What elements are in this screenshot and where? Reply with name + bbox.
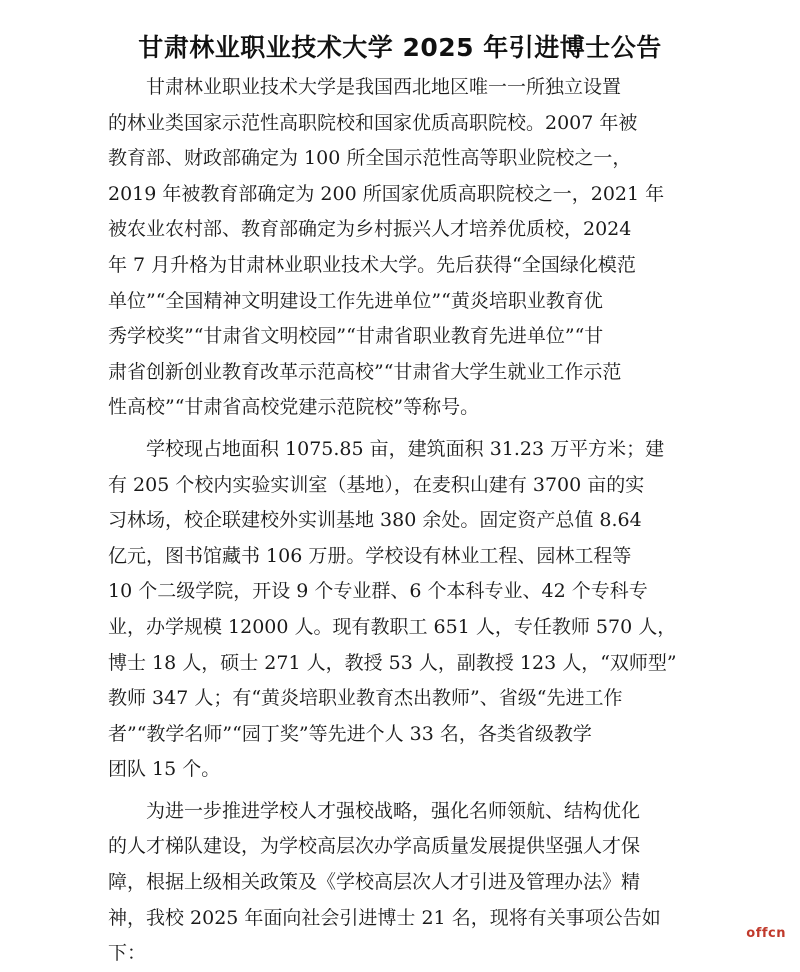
text-line: 为进一步推进学校人才强校战略，强化名师领航、结构优化	[146, 799, 641, 822]
text-line: 10 个二级学院，开设 9 个专业群、6 个本科专业、42 个专科专	[108, 580, 648, 603]
text-line: 年 7 月升格为甘肃林业职业技术大学。先后获得“全国绿化模范	[108, 253, 636, 276]
text-line: 博士 18 人，硕士 271 人，教授 53 人，副教授 123 人，“双师型”	[108, 651, 677, 674]
text-line: 肃省创新创业教育改革示范高校”“甘肃省大学生就业工作示范	[108, 360, 622, 383]
text-line: 的人才梯队建设，为学校高层次办学高质量发展提供坚强人才保	[108, 835, 641, 858]
watermark-logo: offcn	[746, 926, 786, 941]
text-line: 甘肃林业职业技术大学是我国西北地区唯一一所独立设置	[146, 76, 622, 98]
text-line: 神，我校 2025 年面向社会引进博士 21 名，现将有关事项公告如	[108, 906, 661, 929]
text-line: 学校现占地面积 1075.85 亩，建筑面积 31.23 万平方米；建	[146, 437, 665, 460]
document-body	[108, 70, 708, 972]
paragraph-intro	[108, 70, 708, 426]
text-line: 被农业农村部、教育部确定为乡村振兴人才培养优质校，2024	[108, 218, 632, 241]
text-line: 教师 347 人；有“黄炎培职业教育杰出教师”、省级“先进工作	[108, 687, 623, 710]
paragraph-announcement	[108, 794, 708, 972]
text-line: 的林业类国家示范性高职院校和国家优质高职院校。2007 年被	[108, 111, 638, 134]
text-line: 秀学校奖”“甘肃省文明校园”“甘肃省职业教育先进单位”“甘	[108, 325, 604, 348]
text-line: 有 205 个校内实验实训室（基地），在麦积山建有 3700 亩的实	[108, 473, 645, 496]
text-line: 习林场，校企联建校外实训基地 380 余处。固定资产总值 8.64	[108, 509, 642, 532]
text-line: 亿元，图书馆藏书 106 万册。学校设有林业工程、园林工程等	[108, 544, 632, 567]
text-line: 团队 15 个。	[108, 758, 221, 781]
text-line: 性高校”“甘肃省高校党建示范院校”等称号。	[108, 396, 480, 419]
paragraph-campus	[108, 432, 708, 788]
text-line: 教育部、财政部确定为 100 所全国示范性高等职业院校之一，	[108, 147, 632, 170]
text-line: 下：	[108, 942, 147, 965]
document-title: 甘肃林业职业技术大学 2025 年引进博士公告	[138, 33, 662, 62]
text-line: 业，办学规模 12000 人。现有教职工 651 人，专任教师 570 人，	[108, 615, 677, 638]
text-line: 者”“教学名师”“园丁奖”等先进个人 33 名，各类省级教学	[108, 722, 592, 745]
text-line: 障，根据上级相关政策及《学校高层次人才引进及管理办法》精	[108, 871, 641, 894]
text-line: 2019 年被教育部确定为 200 所国家优质高职院校之一，2021 年	[108, 182, 665, 205]
text-line: 单位”“全国精神文明建设工作先进单位”“黄炎培职业教育优	[108, 289, 603, 312]
